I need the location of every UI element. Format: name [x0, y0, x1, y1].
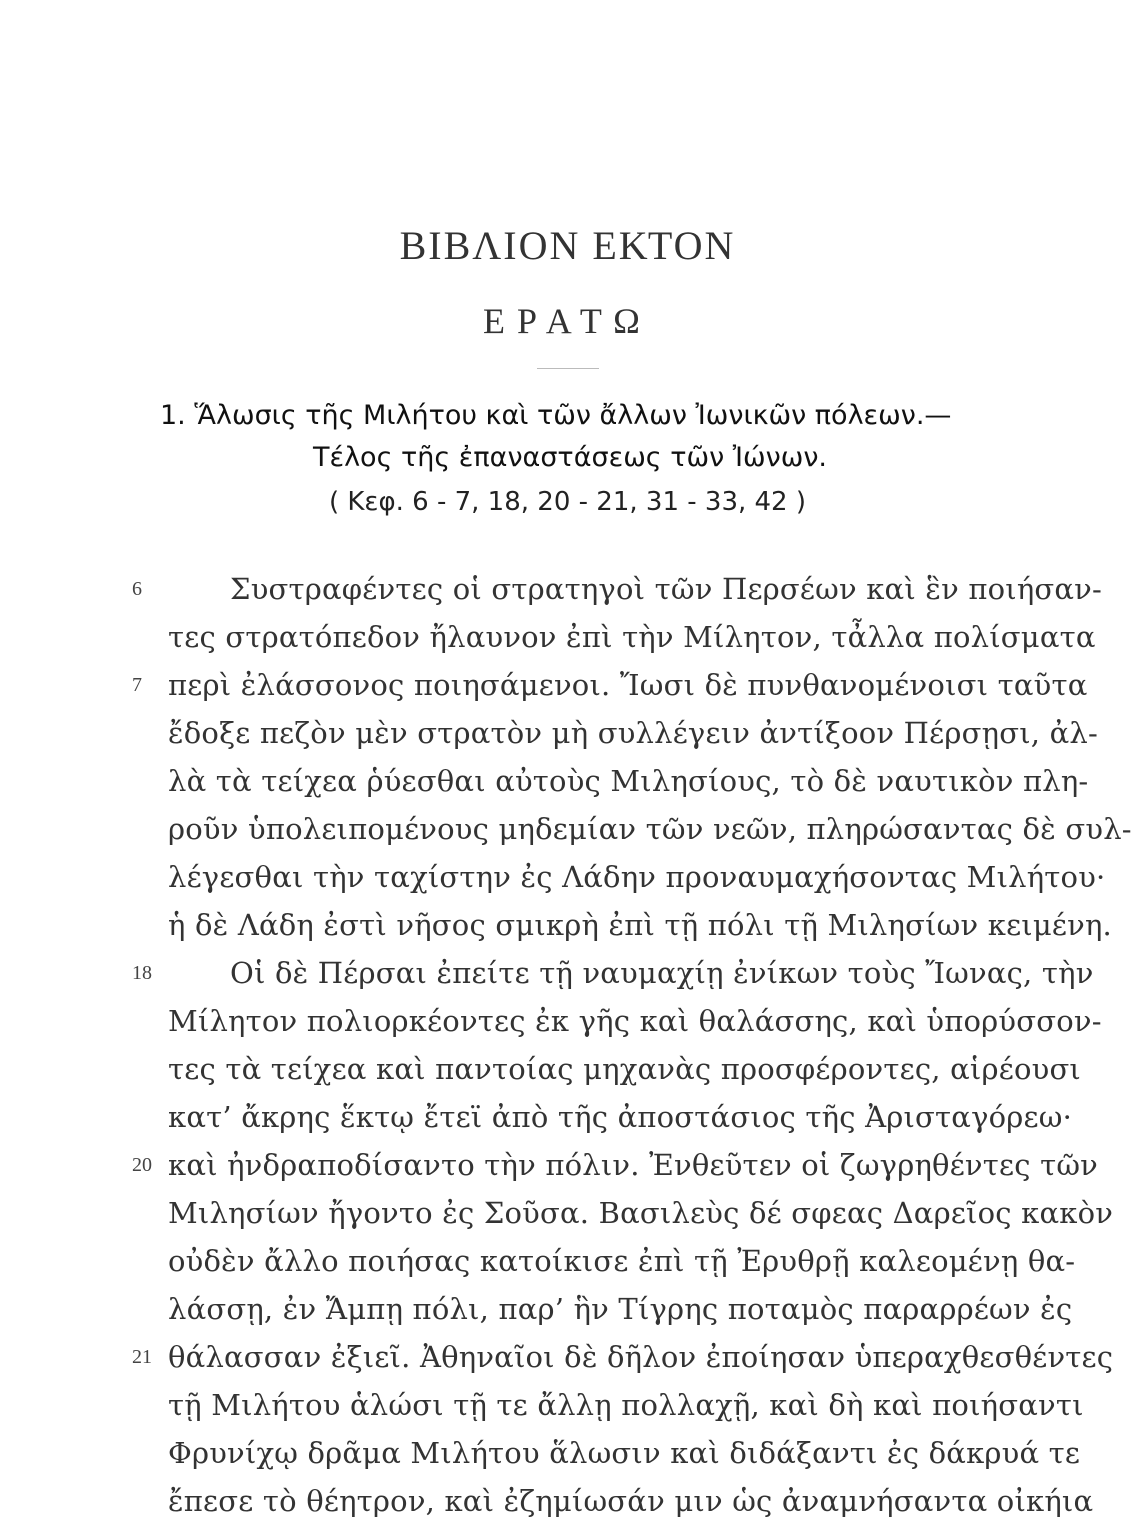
- text-line: λὰ τὰ τείχεα ῥύεσθαι αὐτοὺς Μιλησίους, τὸ δὲ ναυτικὸν πλη-: [168, 764, 1089, 798]
- text-line: περὶ ἐλάσσονος ποιησάμενοι. Ἴωσι δὲ πυνθανομένοισι ταῦτα: [168, 668, 1088, 702]
- margin-number: 7: [132, 674, 142, 696]
- text-line: ἔπεσε τὸ θέητρον, καὶ ἐζημίωσάν μιν ὡς ἀναμνήσαντα οἰκήια: [168, 1484, 1094, 1518]
- text-line: τες τὰ τείχεα καὶ παντοίας μηχανὰς προσφέροντες, αἱρέουσι: [168, 1052, 1082, 1086]
- text-line: θάλασσαν ἐξιεῖ. Ἀθηναῖοι δὲ δῆλον ἐποίησαν ὑπεραχθεσθέντες: [168, 1340, 1114, 1374]
- text-line: λέγεσθαι τὴν ταχίστην ἐς Λάδην προναυμαχήσοντας Μιλήτου·: [168, 860, 1106, 894]
- margin-number: 20: [132, 1154, 152, 1176]
- text-line: λάσσῃ, ἐν Ἄμπῃ πόλι, παρ’ ἣν Τίγρης ποταμὸς παραρρέων ἐς: [168, 1292, 1073, 1326]
- chapter-references: ( Κεφ. 6 - 7, 18, 20 - 21, 31 - 33, 42 ): [328, 487, 807, 517]
- text-line: Μίλητον πολιορκέοντες ἐκ γῆς καὶ θαλάσσης, καὶ ὑπορύσσον-: [168, 1004, 1102, 1038]
- book-title: ΒΙΒΛΙΟΝ ΕΚΤΟΝ: [399, 223, 736, 268]
- text-line: Μιλησίων ἤγοντο ἐς Σοῦσα. Βασιλεὺς δέ σφεας Δαρεῖος κακὸν: [168, 1196, 1114, 1230]
- text-line: καὶ ἠνδραποδίσαντο τὴν πόλιν. Ἐνθεῦτεν οἱ ζωγρηθέντες τῶν: [168, 1148, 1098, 1182]
- section-heading-line2: Τέλος τῆς ἐπαναστάσεως τῶν Ἰώνων.: [312, 442, 827, 473]
- text-line: Συστραφέντες οἱ στρατηγοὶ τῶν Περσέων καὶ ἓν ποιήσαν-: [230, 572, 1103, 606]
- section-heading: [160, 395, 1040, 479]
- margin-number: 18: [132, 962, 152, 984]
- margin-number: 6: [132, 578, 142, 600]
- text-line: κατ’ ἄκρης ἕκτῳ ἔτεϊ ἀπὸ τῆς ἀποστάσιος τῆς Ἀρισταγόρεω·: [168, 1100, 1072, 1134]
- text-line: ἔδοξε πεζὸν μὲν στρατὸν μὴ συλλέγειν ἀντίξοον Πέρσῃσι, ἀλ-: [168, 716, 1098, 750]
- text-line: Οἱ δὲ Πέρσαι ἐπείτε τῇ ναυμαχίῃ ἐνίκων τοὺς Ἴωνας, τὴν: [230, 956, 1094, 990]
- text-line: τες στρατόπεδον ἤλαυνον ἐπὶ τὴν Μίλητον, τἆλλα πολίσματα: [168, 620, 1096, 654]
- title-rule: [537, 368, 599, 369]
- text-line: ἡ δὲ Λάδη ἐστὶ νῆσος σμικρὴ ἐπὶ τῇ πόλι τῇ Μιλησίων κειμένη.: [168, 908, 1112, 942]
- text-line: τῇ Μιλήτου ἁλώσι τῇ τε ἄλλῃ πολλαχῇ, καὶ δὴ καὶ ποιήσαντι: [168, 1388, 1084, 1422]
- book-subtitle: ΕΡΑΤΩ: [483, 301, 652, 341]
- text-line: ροῦν ὑπολειπομένους μηδεμίαν τῶν νεῶν, πληρώσαντας δὲ συλ-: [168, 812, 1132, 846]
- margin-number: 21: [132, 1346, 152, 1368]
- section-heading-line1: 1. Ἅλωσις τῆς Μιλήτου καὶ τῶν ἄλλων Ἰωνικῶν πόλεων.—: [160, 400, 952, 431]
- text-line: οὐδὲν ἄλλο ποιήσας κατοίκισε ἐπὶ τῇ Ἐρυθρῇ καλεομένῃ θα-: [168, 1244, 1076, 1278]
- text-line: Φρυνίχῳ δρᾶμα Μιλήτου ἅλωσιν καὶ διδάξαντι ἐς δάκρυά τε: [168, 1436, 1081, 1470]
